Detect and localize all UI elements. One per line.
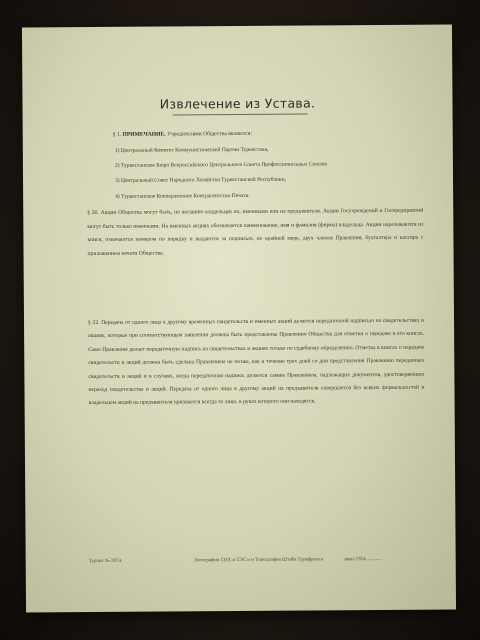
footer-order-year: заказ 1924 ............ [343, 557, 382, 563]
list-item: 4) Туркестанское Кооперативное Контрагентство Печати. [115, 192, 250, 200]
note-heading-rest: Учредителями Общества являются: [167, 130, 253, 138]
document-title: Извлечение из Устава. [159, 95, 316, 112]
footer-order-number: Турлит № 2074. [88, 558, 123, 565]
list-item: 1) Центральный Комитет Коммунистической Партии Туркестана, [114, 146, 269, 154]
footer-printer: Литография СНХ и ТЭС и и Типография Штаба Туркфронта [193, 557, 324, 564]
note-heading-num: § 1. [112, 131, 122, 138]
note-heading [113, 128, 423, 141]
founders-list [115, 142, 425, 205]
note-heading-label: ПРИМЕЧАНИЕ. [122, 131, 166, 138]
document-sheet [22, 25, 456, 613]
paragraph-22: § 22. Передача от одного лица к другому временных свидетельств и именных акций делается передаточной надписью на свидетельствах и акциях, которые при соответствующем заявлении должны быть представлены Правлению Общества для отметки о передаче в его книгах. Само Правление делает передаточную надпись на свидетельствах и акциях только по судебному определению. Отметка в книгах о передаче свидетельств и акций должна быть сделана Правлением не позже, как в течение трех дней со дня представления Правлению переданных свидетельств и акций и в случаях, когда передаточная надпись делается самим Правлением, надлежащих документов, удостоверяющих переход свидетельства и акций. Передача от одного лица к другому акций на предъявителя совершается без всяких формальностей и владельцем акций на предъявителя признается всегда то лицо, в руках которого они находятся. [88, 317, 425, 407]
list-item: 2) Туркестанское Бюро Всероссийского Центрального Совета Профессиональных Союзов [114, 161, 327, 170]
paragraph-20: § 20. Акции Общества могут быть, по желанию владельцев их, именными или на предъявителя. Акции Госучреждений и Госпредприятий могут быть только именными. На именных акциях обозначается наименование, имя и фамилия (фирма) владельца. Акции нарезываются из книги, означаются номером по порядку и выдаются за подписью, по крайней мере, двух членов Правления, бухгалтера и кассира с приложением печати Общества. [87, 207, 424, 257]
title-underline [173, 114, 308, 116]
list-item: 3) Центральный Совет Народного Хозяйства Туркестанской Республики, [115, 177, 287, 185]
